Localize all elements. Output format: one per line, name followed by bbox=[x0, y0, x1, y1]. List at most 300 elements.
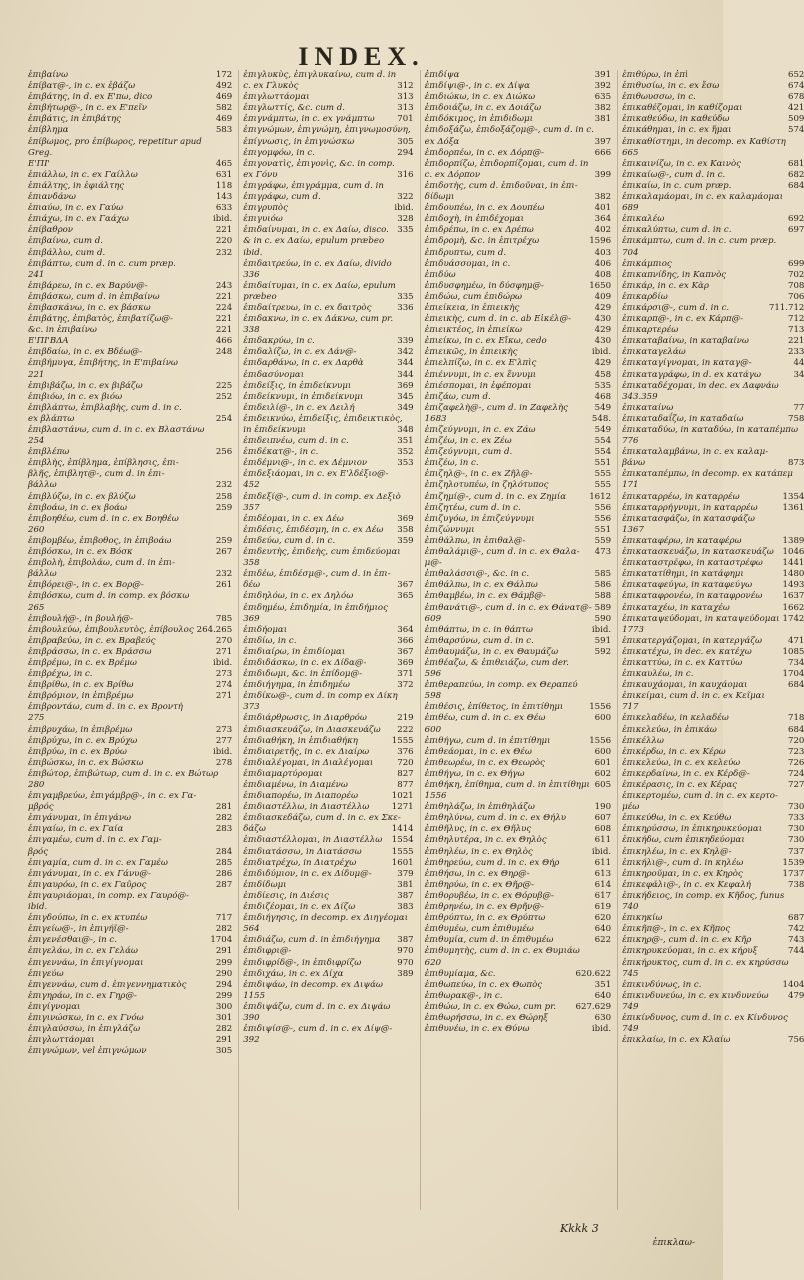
index-term: ἐπιδιαστέλλω, in Διαστέλλω bbox=[243, 802, 370, 813]
index-page-ref: 742 bbox=[788, 924, 804, 935]
index-term: ἐπιβάτης, in d. ex Ε'πω, dico bbox=[28, 92, 153, 103]
index-page-ref: 465 bbox=[215, 158, 233, 169]
index-entry bbox=[622, 192, 804, 203]
index-entry bbox=[622, 636, 804, 647]
index-entry bbox=[243, 70, 413, 81]
index-entry bbox=[622, 137, 804, 148]
index-term: ἐπιβάρεω, in c. ex Βαρύν@- bbox=[28, 280, 148, 291]
index-entry bbox=[243, 725, 413, 736]
index-entry bbox=[425, 591, 611, 602]
index-entry bbox=[28, 913, 232, 924]
index-entry bbox=[425, 392, 611, 403]
index-term: ἐπιδιήγημα, in ἐπιδημέω bbox=[243, 680, 350, 691]
index-term: ἐπιθεάομαι, in c. ex Θέω bbox=[424, 746, 532, 757]
index-entry bbox=[622, 658, 804, 669]
index-entry bbox=[243, 159, 413, 170]
index-page-ref: 248 bbox=[215, 347, 233, 358]
index-term: βάλλω bbox=[28, 480, 57, 491]
index-entry bbox=[28, 469, 232, 480]
page-title: INDEX. bbox=[298, 42, 425, 71]
index-entry bbox=[243, 458, 413, 469]
index-term: ἐπικηρυκεύομαι, in c. ex κήρυξ bbox=[622, 946, 758, 957]
index-entry bbox=[622, 336, 804, 347]
index-term: ex Γόνυ bbox=[243, 169, 278, 180]
index-entry bbox=[622, 958, 804, 969]
index-term: δέω bbox=[243, 580, 261, 591]
index-entry bbox=[622, 358, 804, 369]
index-page-ref: 271 bbox=[215, 646, 233, 657]
index-entry bbox=[243, 81, 413, 92]
index-term: ἐπικεφάλι@-, in c. ex Κεφαλή bbox=[622, 879, 751, 890]
index-term: ἐπιζητέω, cum d. in c. bbox=[424, 502, 521, 513]
index-term: ἐπιβροντάω, cum d. in c. ex Βροντή bbox=[28, 702, 183, 713]
index-page-ref: 699 bbox=[788, 258, 804, 269]
index-term: ἐπιβρόμιον, in ἐπιβρέμω bbox=[28, 691, 134, 702]
index-entry bbox=[243, 713, 413, 724]
index-page-ref: 585 bbox=[594, 569, 612, 580]
index-entry bbox=[622, 946, 804, 957]
index-term: ἐπιγαμέω, cum d. in c. ex Γαμ- bbox=[28, 835, 162, 846]
index-page-ref bbox=[229, 370, 232, 381]
index-term: ἐπιγλωττάομαι bbox=[28, 1035, 95, 1046]
index-page-ref: 172 bbox=[215, 70, 233, 80]
index-term: ἐπιζέω, in c. bbox=[424, 458, 479, 469]
index-entry bbox=[28, 813, 232, 824]
index-entry bbox=[622, 558, 804, 569]
index-entry bbox=[425, 503, 611, 514]
index-entry bbox=[425, 913, 611, 924]
index-entry bbox=[28, 381, 232, 392]
index-entry bbox=[243, 103, 413, 114]
index-page-ref bbox=[229, 148, 232, 159]
index-entry bbox=[28, 358, 232, 369]
index-page-ref: 469 bbox=[215, 92, 233, 103]
index-term: 717 bbox=[622, 702, 639, 713]
index-term: ἐπιδιαμαρτύρομαι bbox=[243, 768, 323, 779]
index-entry bbox=[28, 303, 232, 314]
index-page-ref: 468 bbox=[594, 391, 612, 402]
index-entry bbox=[243, 891, 413, 902]
index-page-ref: ibid. bbox=[591, 846, 612, 857]
index-page-ref: 471 bbox=[788, 635, 804, 646]
index-term: ἐπικαταγίγνομαι, in καταγ@- bbox=[622, 358, 752, 369]
index-page-ref: 351 bbox=[397, 436, 414, 447]
index-page-ref: 785 bbox=[215, 613, 233, 624]
index-page-ref: 559 bbox=[594, 535, 612, 546]
index-page-ref: 352 bbox=[397, 447, 414, 458]
index-entry bbox=[425, 170, 611, 181]
index-entry bbox=[425, 658, 611, 669]
index-term: ἐπιδαρθάνω, in c. ex Δαρθὰ bbox=[243, 358, 364, 369]
index-entry bbox=[425, 835, 611, 846]
index-term: 598 bbox=[424, 691, 442, 702]
index-term: ἐπιγαυρόω, in c. ex Γαῦρος bbox=[28, 879, 147, 890]
index-page-ref bbox=[411, 1013, 414, 1024]
index-page-ref: 225 bbox=[215, 380, 233, 391]
index-term: ἐπιγλαύσσω, in ἐπιγλάζω bbox=[28, 1024, 141, 1035]
index-entry bbox=[28, 824, 232, 835]
index-term: ἐπιζεύγνυμι, in c. ex Ζάω bbox=[424, 425, 536, 435]
index-term: ἐπιβόσκω, cum d. in comp. ex βόσκω bbox=[28, 591, 190, 602]
index-term: ἐπιδρυπτω, cum d. bbox=[424, 247, 507, 258]
index-term: ἐπιβουλή@-, in βουλή@- bbox=[28, 613, 134, 624]
index-term: 254 bbox=[28, 436, 45, 447]
index-term: ἐπικαταρρήγνυμι, in καταρρέω bbox=[622, 502, 758, 513]
index-entry bbox=[243, 514, 413, 525]
index-term: 390 bbox=[243, 1012, 260, 1023]
index-term: ἐπιδίκω@-, cum d. in comp ex Δίκη bbox=[243, 691, 398, 702]
index-entry bbox=[622, 1035, 804, 1046]
index-term: ἐπιζεύγνυμι, cum d. bbox=[424, 447, 513, 458]
index-entry bbox=[622, 1013, 804, 1024]
index-entry bbox=[28, 1013, 232, 1024]
index-entry bbox=[243, 636, 413, 647]
index-term: ἐπιγάνυμαι, in ἐπιγάνω bbox=[28, 813, 132, 824]
index-entry bbox=[28, 225, 232, 236]
index-page-ref: 283 bbox=[215, 824, 233, 835]
index-page-ref: 620.622 bbox=[575, 968, 612, 979]
index-term: ἐπιδείξις, in ἐπιδείκνυμι bbox=[243, 380, 352, 391]
index-term: 265 bbox=[28, 602, 45, 613]
index-page-ref: 258 bbox=[215, 491, 233, 502]
index-term: ἐπιανδάνω bbox=[28, 192, 76, 203]
index-term: ἐπικαυλέω, in c. bbox=[622, 669, 694, 680]
index-page-ref: 614 bbox=[594, 879, 612, 890]
index-page-ref: 466 bbox=[215, 336, 233, 347]
index-entry bbox=[28, 614, 232, 625]
index-page-ref: 342 bbox=[397, 347, 414, 358]
index-page-ref: 970 bbox=[397, 957, 414, 968]
index-column-2 bbox=[238, 70, 413, 1210]
index-page-ref: 706 bbox=[788, 291, 804, 302]
index-page-ref: 718 bbox=[788, 713, 804, 724]
index-term: ἐπιδοχὴ, in ἐπιδέχομαι bbox=[424, 214, 525, 225]
index-term: ἐπιβάλλω, cum d. bbox=[28, 247, 106, 258]
index-page-ref bbox=[411, 603, 414, 614]
index-term: ἐπικινδυνεύω, in c. ex κινδυνεύω bbox=[622, 990, 769, 1001]
index-entry bbox=[28, 946, 232, 957]
index-page-ref: 252 bbox=[215, 391, 233, 402]
index-term: ἐπικαλύπτω, cum d. in c. bbox=[622, 225, 732, 236]
index-entry bbox=[622, 747, 804, 758]
index-page-ref: 294 bbox=[215, 979, 233, 990]
index-entry bbox=[28, 414, 232, 425]
index-term: ἐπικαταφεύγω, in καταφεύγω bbox=[622, 580, 753, 591]
index-term: 740 bbox=[622, 902, 639, 913]
index-page-ref bbox=[229, 259, 232, 270]
index-term: ἐπιγνάμπτω, in c. ex γνάμπτω bbox=[243, 114, 375, 125]
index-page-ref: 34 bbox=[793, 369, 804, 380]
index-page-ref bbox=[608, 725, 611, 736]
index-page-ref bbox=[229, 436, 232, 447]
index-entry bbox=[28, 902, 232, 913]
index-page-ref: 1539 bbox=[782, 857, 804, 868]
index-page-ref bbox=[411, 980, 414, 991]
index-page-ref: 339 bbox=[397, 336, 414, 347]
index-term: ἐπιδιαμένω, in Διαμένω bbox=[243, 780, 348, 790]
index-term: ἐπιδέομαι, in c. ex Δέω bbox=[243, 513, 344, 524]
index-term: ἐπικελαδέω, in κελαδέω bbox=[622, 713, 729, 724]
index-term: 358 bbox=[243, 558, 260, 569]
index-term: ἐπιγεννάω, in ἐπιγίγνομαι bbox=[28, 957, 144, 968]
index-term: 221 bbox=[28, 369, 45, 380]
index-page-ref bbox=[411, 314, 414, 325]
index-term: 1155 bbox=[243, 990, 266, 1001]
index-term: ἐπιγάνυμαι, in c. ex Γάνυ@- bbox=[28, 868, 151, 879]
index-term: ἐπικαίω, in c. cum præp. bbox=[622, 180, 732, 191]
index-page-ref: 232 bbox=[215, 247, 233, 258]
index-page-ref: 1556 bbox=[589, 702, 612, 713]
index-term: ἐπικηλέω, in c. ex Κηλ@- bbox=[622, 846, 732, 857]
index-term: ἐπιβαίνω bbox=[28, 70, 69, 80]
index-entry bbox=[622, 847, 804, 858]
index-page-ref: 730 bbox=[788, 824, 804, 835]
index-entry bbox=[622, 547, 804, 558]
index-entry bbox=[28, 869, 232, 880]
index-term: βλῆς, ἐπιβλητ@-, cum d. in ἐπι- bbox=[28, 469, 165, 480]
index-entry bbox=[425, 747, 611, 758]
index-term: ἐπιγράφω, ἐπιγράμμα, cum d. in bbox=[243, 180, 384, 191]
index-page-ref: 678 bbox=[788, 92, 804, 103]
index-entry bbox=[622, 492, 804, 503]
index-term: 1556 bbox=[424, 791, 447, 802]
index-entry bbox=[622, 725, 804, 736]
index-term: ἐπιγεννάω, cum d. ἐπιγεννηματικὸς bbox=[28, 979, 187, 990]
index-entry bbox=[622, 891, 804, 902]
index-entry bbox=[425, 1024, 611, 1035]
index-entry bbox=[243, 292, 413, 303]
index-entry bbox=[425, 946, 611, 957]
index-entry bbox=[425, 159, 611, 170]
index-term: ἐπιζέω, in c. ex Ζέω bbox=[424, 436, 512, 447]
index-entry bbox=[28, 835, 232, 846]
index-entry bbox=[622, 514, 804, 525]
index-entry bbox=[622, 248, 804, 259]
index-page-ref bbox=[411, 547, 414, 558]
index-term: ἐπιδυσφημέω, in δύσφημ@- bbox=[424, 280, 544, 291]
index-entry bbox=[243, 1024, 413, 1035]
index-entry bbox=[28, 436, 232, 447]
index-page-ref bbox=[411, 480, 414, 491]
catchword: ἐπικλαω- bbox=[652, 1238, 695, 1248]
index-term: ἐπικατέχω, in dec. ex κατέχω bbox=[622, 646, 752, 657]
index-term: 1367 bbox=[622, 524, 644, 535]
index-term: βάνω bbox=[622, 458, 646, 469]
index-page-ref: 591 bbox=[594, 635, 612, 646]
index-term: ἐπικαταψεύδομαι, in καταψεύδομαι bbox=[622, 613, 780, 624]
index-term: ἐπιβήτωρ@-, in c. ex Ε'πεῖν bbox=[28, 103, 147, 114]
index-page-ref bbox=[229, 780, 232, 791]
index-term: ἐπιδιφρίδ@-, in ἐπιδιφρίζω bbox=[243, 957, 362, 968]
index-term: ἐπιβοάω, in c. ex βοάω bbox=[28, 502, 127, 513]
index-term: 452 bbox=[243, 480, 260, 491]
index-entry bbox=[622, 236, 804, 247]
index-entry bbox=[622, 325, 804, 336]
index-term: in ἐπιδείκνυμι bbox=[243, 425, 307, 435]
index-term: ἐπιθανάτι@-, cum d. in c. ex Θάνατ@- bbox=[424, 602, 592, 613]
index-page-ref bbox=[229, 458, 232, 469]
index-term: ἐπιθήγω, in c. ex Θήγω bbox=[424, 768, 525, 779]
index-page-ref: 353 bbox=[397, 458, 414, 469]
index-term: ἐπιθωρήσσω, in c. ex Θώρηξ bbox=[424, 1012, 548, 1023]
index-entry bbox=[425, 691, 611, 702]
index-page-ref: 274 bbox=[215, 680, 233, 691]
index-entry bbox=[622, 480, 804, 491]
index-page-ref: 301 bbox=[215, 1012, 233, 1023]
index-page-ref: 286 bbox=[215, 868, 233, 879]
index-term: ἐπικαινίζω, in c. ex Καινὸς bbox=[622, 158, 741, 169]
index-page-ref: 1441 bbox=[782, 558, 804, 569]
index-entry bbox=[28, 969, 232, 980]
index-entry bbox=[28, 636, 232, 647]
index-term: 241 bbox=[28, 269, 45, 280]
index-page-ref: 379 bbox=[397, 868, 414, 879]
index-entry bbox=[243, 436, 413, 447]
index-page-ref: 724 bbox=[788, 768, 804, 779]
index-term: ἐπιζάω, cum d. bbox=[424, 391, 491, 402]
index-entry bbox=[243, 1035, 413, 1046]
index-page-ref bbox=[608, 946, 611, 957]
index-term: ἐπιδιαλέγομαι, in Διαλέγομαι bbox=[243, 757, 374, 768]
index-entry bbox=[622, 858, 804, 869]
index-entry bbox=[622, 458, 804, 469]
index-page-ref: 281 bbox=[215, 802, 233, 813]
index-page-ref: 261 bbox=[215, 580, 233, 591]
index-term: ἐπικαυχάομαι, in καυχάομαι bbox=[622, 680, 748, 691]
index-page-ref: 1404 bbox=[782, 979, 804, 990]
index-entry bbox=[243, 392, 413, 403]
index-page-ref: 681 bbox=[788, 158, 804, 169]
index-page-ref: 743 bbox=[788, 935, 804, 946]
index-entry bbox=[425, 647, 611, 658]
index-term: ἐπιγείω@-, in ἐπιγήϊ@- bbox=[28, 924, 129, 935]
index-entry bbox=[243, 414, 413, 425]
index-entry bbox=[243, 547, 413, 558]
index-page-ref: 278 bbox=[215, 757, 233, 768]
index-page-ref: 349 bbox=[397, 402, 414, 413]
index-page-ref: 720 bbox=[788, 735, 804, 746]
index-term: ἐπικαταρρέω, in καταρρέω bbox=[622, 491, 740, 502]
index-term: ἐπιδιαπορέω, in Διαπορέω bbox=[243, 791, 359, 802]
index-entry bbox=[28, 1002, 232, 1013]
index-term: ἐπιβδαίω, in c. ex Βδέω@- bbox=[28, 347, 142, 358]
index-term: ἐπιδειλί@-, in c. ex Δειλή bbox=[243, 402, 355, 413]
index-page-ref: 270 bbox=[215, 635, 233, 646]
index-term: ἐπιδέκατ@-, in c. bbox=[243, 447, 319, 458]
index-page-ref: 284 bbox=[215, 846, 233, 857]
index-entry bbox=[243, 847, 413, 858]
index-term: ἐπιθαλάσσι@-, &c. in c. bbox=[424, 569, 530, 580]
index-term: ἐπιβοηθέω, cum d. in c. ex Βοηθέω bbox=[28, 513, 179, 524]
index-page-ref bbox=[411, 270, 414, 281]
index-entry bbox=[425, 414, 611, 425]
index-entry bbox=[243, 270, 413, 281]
index-page-ref: 403 bbox=[594, 247, 612, 258]
index-page-ref: 758 bbox=[788, 413, 804, 424]
index-entry bbox=[425, 713, 611, 724]
index-term: ἐπιβολὴ, ἐπιβολάω, cum d. in ἐπι- bbox=[28, 558, 176, 569]
index-term: ἐπιδιψάω, in decomp. ex Διψάω bbox=[243, 979, 383, 990]
index-page-ref bbox=[411, 691, 414, 702]
index-entry bbox=[622, 780, 804, 791]
index-page-ref: 430 bbox=[594, 336, 612, 347]
index-term: ἐπιβρυχάω, in ἐπιβρέμω bbox=[28, 724, 133, 735]
index-entry bbox=[425, 847, 611, 858]
index-entry bbox=[622, 436, 804, 447]
index-page-ref: 44 bbox=[793, 358, 804, 369]
index-term: ἐπιθαλάμι@-, cum d. in c. ex Θαλα- bbox=[424, 547, 580, 558]
index-term: ἐπιδείκνυμι, in ἐπιδείκνυμι bbox=[243, 391, 364, 402]
index-term: c. ex Γλυκὸς bbox=[243, 81, 299, 92]
index-term: ἐπιδιατάσσω, in Διατάσσω bbox=[243, 846, 362, 857]
index-page-ref bbox=[608, 791, 611, 802]
index-page-ref: 682 bbox=[788, 169, 804, 180]
index-entry bbox=[622, 769, 804, 780]
index-entry bbox=[28, 458, 232, 469]
index-entry bbox=[425, 625, 611, 636]
index-entry bbox=[622, 625, 804, 636]
index-entry bbox=[243, 969, 413, 980]
index-page-ref bbox=[608, 181, 611, 192]
index-entry bbox=[243, 603, 413, 614]
index-page-ref: 588 bbox=[594, 591, 612, 602]
index-term: ἐπιδειπνέω, cum d. in c. bbox=[243, 436, 349, 447]
index-page-ref bbox=[411, 125, 414, 136]
index-page-ref: 383 bbox=[397, 902, 414, 913]
index-entry bbox=[28, 658, 232, 669]
index-page-ref bbox=[229, 791, 232, 802]
index-page-ref: 701 bbox=[397, 114, 414, 125]
index-term: ἐπιθυμίαμα, &c. bbox=[424, 968, 496, 979]
index-entry bbox=[243, 736, 413, 747]
index-entry bbox=[28, 547, 232, 558]
index-column-1 bbox=[28, 70, 232, 1210]
index-entry bbox=[28, 480, 232, 491]
index-term: ἐπιγονατὶς, ἐπιγονὶς, &c. in comp. bbox=[243, 158, 395, 169]
index-page-ref: 640 bbox=[594, 990, 612, 1001]
index-entry bbox=[28, 159, 232, 170]
index-term: ἐπιδουπέω, in c. ex Δουπέω bbox=[424, 203, 545, 214]
index-term: ἐπιγλωττάομαι bbox=[243, 92, 310, 103]
index-term: ἐπιθήσω, in c. ex Θηρ@- bbox=[424, 868, 530, 879]
index-page-ref: 589 bbox=[594, 602, 612, 613]
index-entry bbox=[622, 103, 804, 114]
index-page-ref bbox=[411, 503, 414, 514]
index-page-ref: 605 bbox=[594, 780, 612, 790]
index-page-ref bbox=[608, 669, 611, 680]
index-term: c. ex Δόρπον bbox=[424, 169, 481, 180]
index-entry bbox=[622, 525, 804, 536]
index-entry bbox=[622, 425, 804, 436]
index-term: ἐπικαταχέω, in καταχέω bbox=[622, 602, 730, 613]
index-entry bbox=[28, 203, 232, 214]
index-term: ἐπιθωυσσω, in c. bbox=[622, 92, 696, 103]
index-term: ἐπιβλάπτω, ἐπιβλαβὴς, cum d. in c. bbox=[28, 402, 182, 413]
index-entry bbox=[622, 148, 804, 159]
index-term: ἐπιδιασκευάζω, in Διασκευάζω bbox=[243, 724, 381, 735]
index-page-ref bbox=[229, 713, 232, 724]
index-entry bbox=[425, 725, 611, 736]
index-term: ἐπιδίδωμι bbox=[243, 879, 287, 890]
index-entry bbox=[243, 248, 413, 259]
index-page-ref: 365 bbox=[397, 591, 414, 602]
index-entry bbox=[243, 425, 413, 436]
index-entry bbox=[243, 492, 413, 503]
index-term: ἐπικαταδέχομαι, in dec. ex Δαφνάω bbox=[622, 380, 779, 391]
index-entry bbox=[28, 92, 232, 103]
index-entry bbox=[425, 935, 611, 946]
index-page-ref: 381 bbox=[397, 879, 414, 890]
